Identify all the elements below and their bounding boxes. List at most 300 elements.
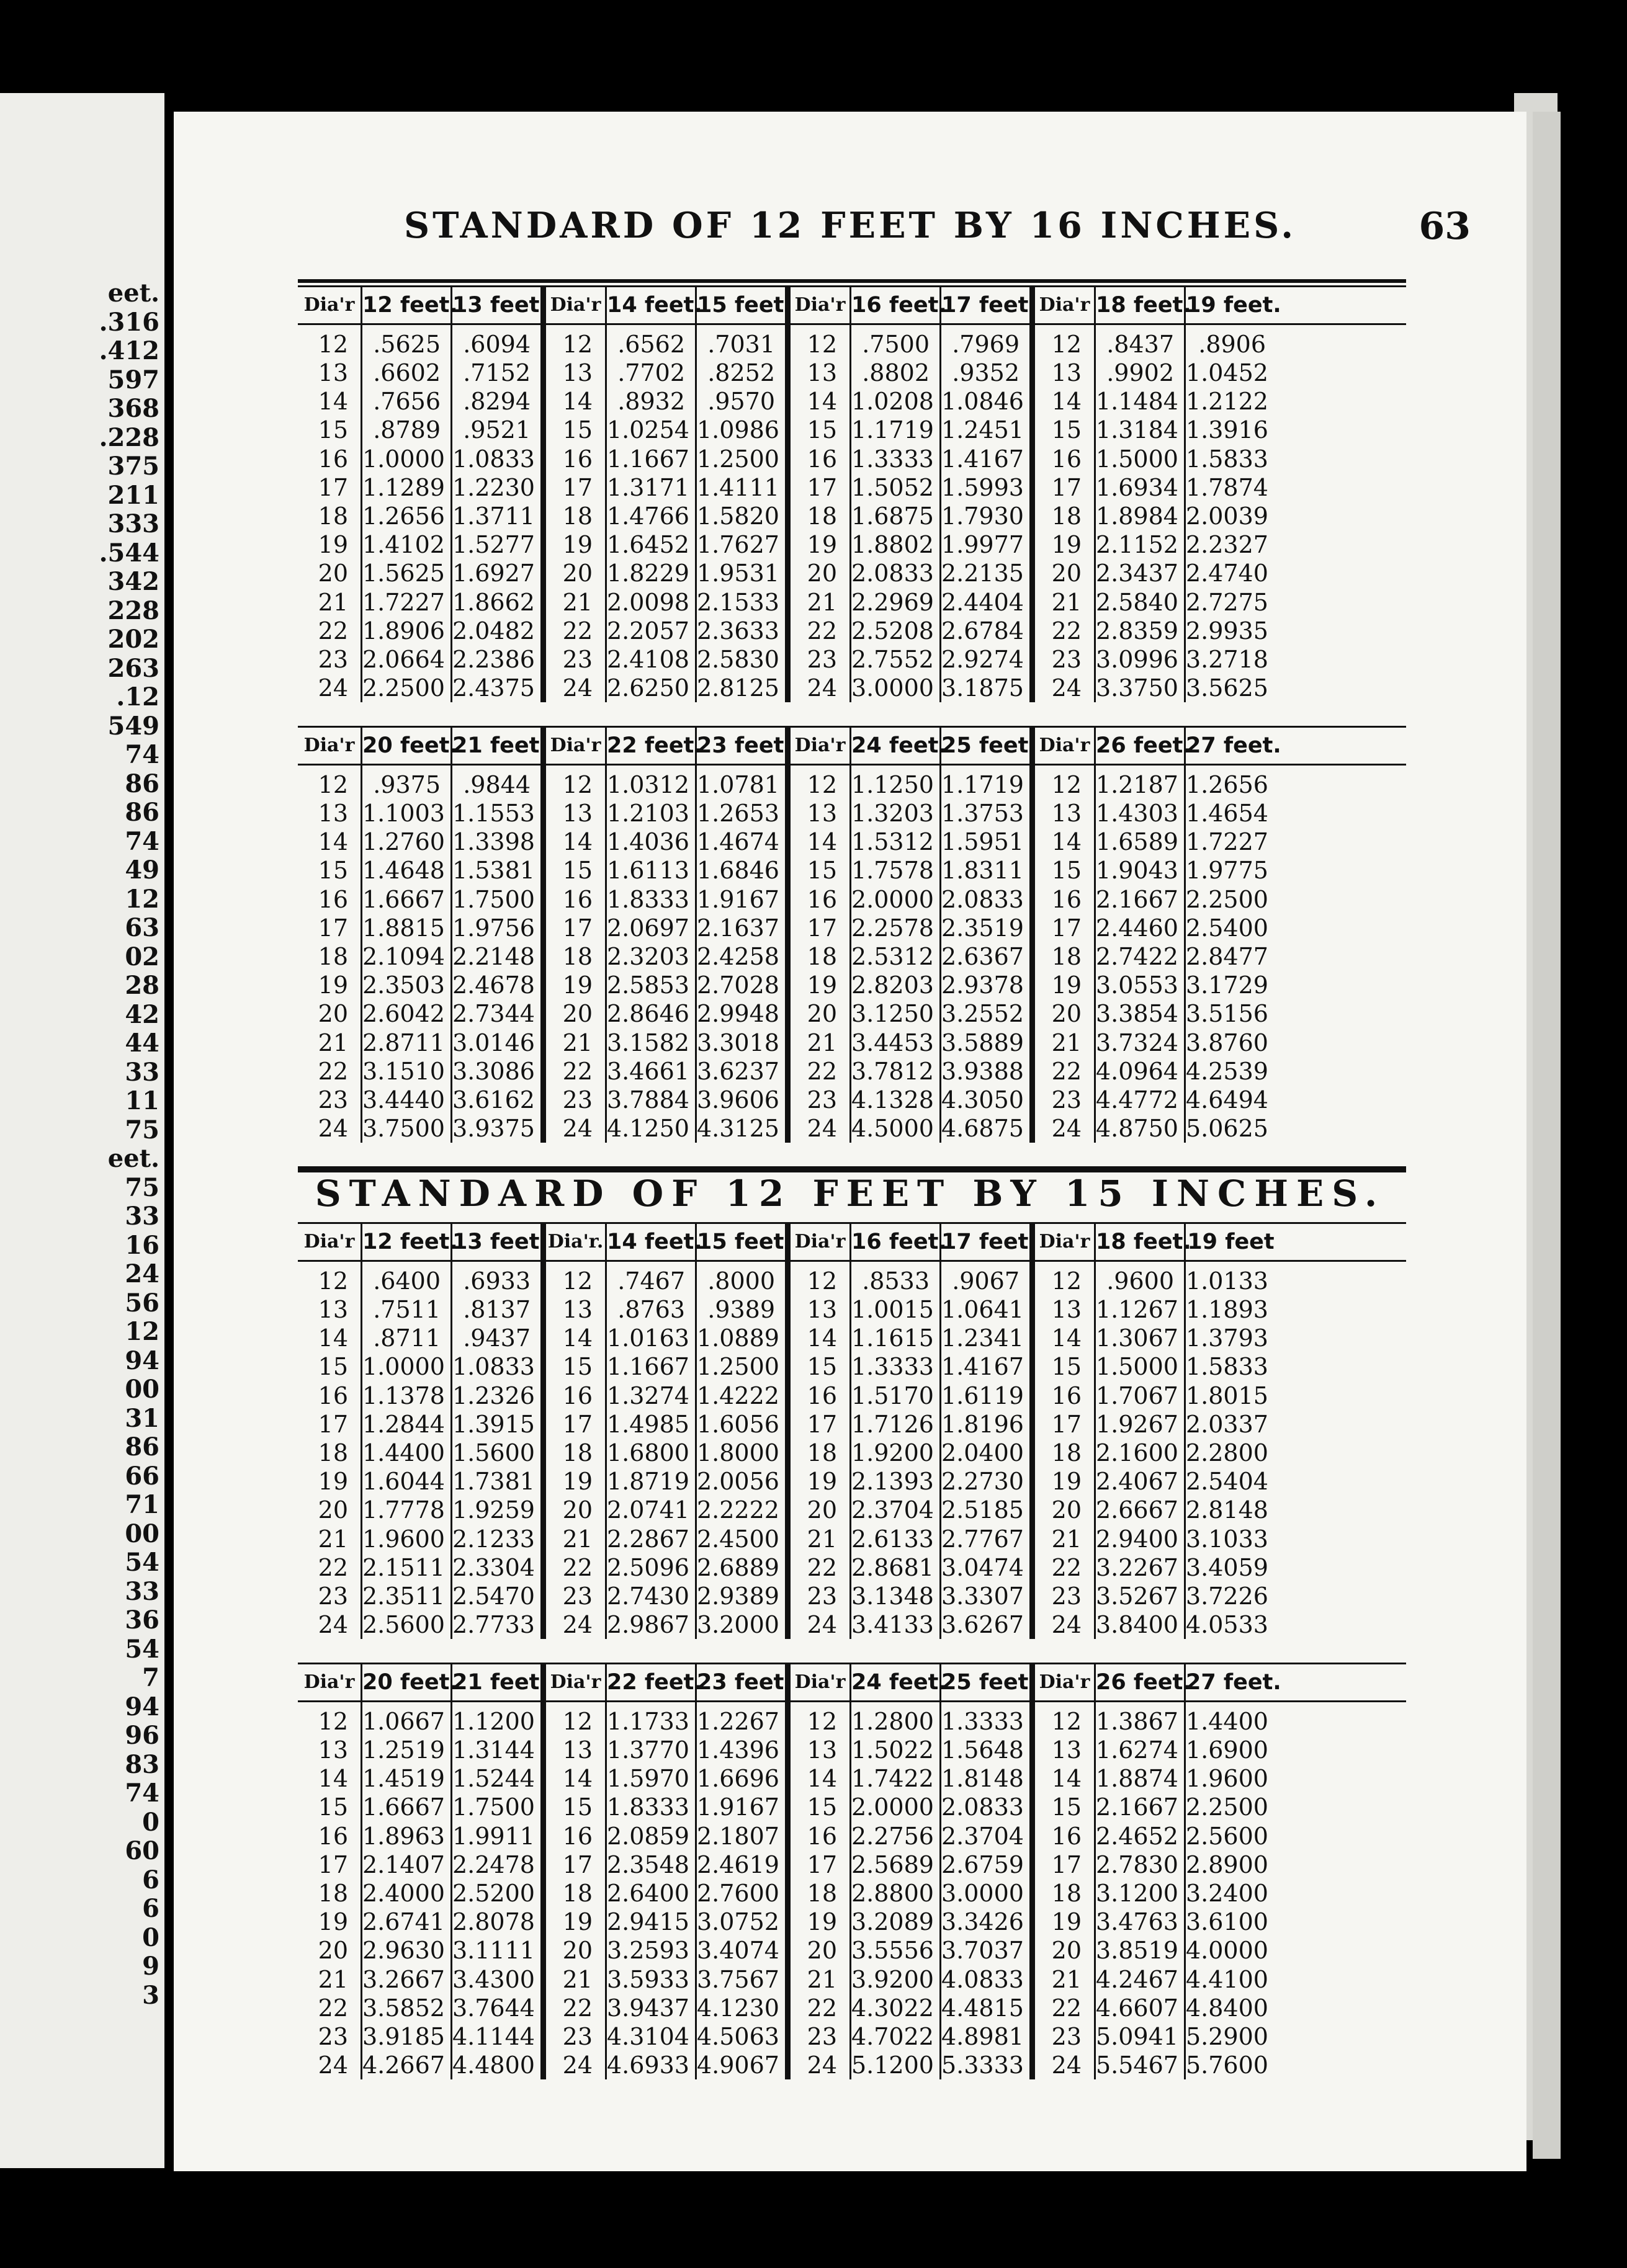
value-cell: .9067 xyxy=(941,1262,1031,1295)
value-cell: 4.4800 xyxy=(452,2051,542,2079)
value-cell: 3.9200 xyxy=(851,1965,941,1994)
length-header: 16 feet. xyxy=(851,287,941,323)
value-cell: 2.0400 xyxy=(941,1439,1031,1467)
left-page-fragment-line: 54 xyxy=(125,1634,159,1664)
value-cell: 2.2800 xyxy=(1186,1439,1268,1467)
value-cell: 1.7500 xyxy=(452,885,542,914)
value-cell: 3.3086 xyxy=(452,1057,542,1086)
value-cell: .7152 xyxy=(452,359,542,387)
value-cell: 1.4167 xyxy=(941,1352,1031,1381)
value-cell: 1.2122 xyxy=(1186,388,1268,416)
diameter-cell: 22 xyxy=(298,1553,362,1582)
value-cell: .7031 xyxy=(697,325,787,359)
diameter-header: Dia'r xyxy=(542,1664,607,1700)
table-row xyxy=(298,1086,1406,1114)
value-cell: 2.5208 xyxy=(851,617,941,645)
value-cell: 2.7830 xyxy=(1096,1851,1186,1879)
diameter-cell: 13 xyxy=(542,1295,607,1324)
value-cell: 1.3770 xyxy=(607,1736,697,1764)
value-cell: 3.2552 xyxy=(941,999,1031,1028)
page xyxy=(174,112,1526,2171)
value-cell: 1.5381 xyxy=(452,856,542,885)
diameter-cell: 13 xyxy=(298,799,362,828)
diameter-cell: 18 xyxy=(1031,942,1096,971)
value-cell: 3.2400 xyxy=(1186,1879,1268,1907)
left-page-fragment-line: eet. xyxy=(107,1144,159,1173)
left-page-fragment-line: 66 xyxy=(125,1461,159,1491)
diameter-cell: 16 xyxy=(787,1822,851,1851)
value-cell: 2.4678 xyxy=(452,971,542,999)
diameter-cell: 21 xyxy=(298,588,362,617)
left-page-fragment-line: 44 xyxy=(125,1029,159,1058)
value-cell: 2.9935 xyxy=(1186,617,1268,645)
left-page-fragment-line: 368 xyxy=(107,394,159,423)
value-cell: 1.9600 xyxy=(362,1525,452,1553)
table-panel xyxy=(298,1222,1406,1639)
value-cell: .8137 xyxy=(452,1295,542,1324)
value-cell: 2.0056 xyxy=(697,1467,787,1496)
value-cell: 2.7552 xyxy=(851,645,941,674)
value-cell: 2.4619 xyxy=(697,1851,787,1879)
value-cell: 2.3437 xyxy=(1096,559,1186,587)
value-cell: 3.2000 xyxy=(697,1610,787,1639)
left-page-fragment-line: 60 xyxy=(125,1836,159,1865)
diameter-cell: 22 xyxy=(542,1553,607,1582)
diameter-cell: 19 xyxy=(787,530,851,559)
diameter-cell: 24 xyxy=(298,2051,362,2079)
value-cell: 1.2230 xyxy=(452,473,542,502)
value-cell: 2.8203 xyxy=(851,971,941,999)
value-cell: .9352 xyxy=(941,359,1031,387)
table-row xyxy=(298,1114,1406,1143)
value-cell: 2.6042 xyxy=(362,999,452,1028)
table-row xyxy=(298,1029,1406,1057)
diameter-cell: 23 xyxy=(787,645,851,674)
diameter-cell: 22 xyxy=(1031,1057,1096,1086)
length-header: 21 feet. xyxy=(452,1664,542,1700)
value-cell: 2.9948 xyxy=(697,999,787,1028)
diameter-cell: 19 xyxy=(542,530,607,559)
diameter-cell: 18 xyxy=(542,502,607,530)
left-page-fragment-line: 12 xyxy=(125,884,159,914)
value-cell: 1.8229 xyxy=(607,559,697,587)
table-row xyxy=(298,359,1406,387)
diameter-cell: 24 xyxy=(787,1610,851,1639)
value-cell: 2.9378 xyxy=(941,971,1031,999)
value-cell: 2.0833 xyxy=(941,1793,1031,1821)
table-row xyxy=(298,416,1406,444)
diameter-cell: 16 xyxy=(1031,885,1096,914)
value-cell: 3.1033 xyxy=(1186,1525,1268,1553)
diameter-cell: 16 xyxy=(298,1822,362,1851)
diameter-cell: 12 xyxy=(542,325,607,359)
table-row xyxy=(298,445,1406,473)
diameter-cell: 24 xyxy=(787,2051,851,2079)
value-cell: 4.6875 xyxy=(941,1114,1031,1143)
value-cell: 1.3398 xyxy=(452,828,542,856)
diameter-cell: 18 xyxy=(298,502,362,530)
value-cell: .5625 xyxy=(362,325,452,359)
value-cell: 1.6274 xyxy=(1096,1736,1186,1764)
value-cell: .6562 xyxy=(607,325,697,359)
value-cell: 4.1144 xyxy=(452,2022,542,2051)
value-cell: 3.5267 xyxy=(1096,1582,1186,1610)
diameter-cell: 13 xyxy=(787,799,851,828)
diameter-cell: 22 xyxy=(1031,617,1096,645)
left-page-fragment-line: 86 xyxy=(125,769,159,798)
value-cell: 3.8760 xyxy=(1186,1029,1268,1056)
diameter-cell: 22 xyxy=(787,1057,851,1086)
value-cell: 2.3519 xyxy=(941,914,1031,942)
diameter-cell: 15 xyxy=(787,1793,851,1821)
value-cell: 1.0452 xyxy=(1186,359,1268,386)
diameter-cell: 20 xyxy=(542,559,607,587)
value-cell: 3.7884 xyxy=(607,1086,697,1114)
diameter-cell: 14 xyxy=(787,1764,851,1793)
value-cell: 2.7430 xyxy=(607,1582,697,1610)
table-row xyxy=(298,1262,1406,1295)
diameter-cell: 18 xyxy=(1031,1439,1096,1467)
length-header: 25 feet. xyxy=(941,728,1031,764)
diameter-cell: 12 xyxy=(542,1702,607,1736)
table-row xyxy=(298,914,1406,942)
value-cell: 3.6267 xyxy=(941,1610,1031,1639)
diameter-cell: 12 xyxy=(298,1702,362,1736)
length-header: 19 feet. xyxy=(1186,293,1281,318)
value-cell: 4.3022 xyxy=(851,1994,941,2022)
diameter-cell: 21 xyxy=(1031,1029,1096,1057)
value-cell: 2.2386 xyxy=(452,645,542,674)
diameter-cell: 23 xyxy=(542,645,607,674)
value-cell: 3.6100 xyxy=(1186,1908,1268,1936)
diameter-cell: 14 xyxy=(298,1764,362,1793)
value-cell: 2.4067 xyxy=(1096,1467,1186,1496)
value-cell: 2.7028 xyxy=(697,971,787,999)
value-cell: 3.5852 xyxy=(362,1994,452,2022)
value-cell: 1.2187 xyxy=(1096,766,1186,799)
value-cell: .7702 xyxy=(607,359,697,387)
value-cell: 1.6452 xyxy=(607,530,697,559)
value-cell: 1.7227 xyxy=(362,588,452,617)
diameter-cell: 16 xyxy=(1031,1822,1096,1851)
diameter-cell: 18 xyxy=(542,1439,607,1467)
value-cell: 1.3753 xyxy=(941,799,1031,828)
left-page xyxy=(0,93,164,2168)
value-cell: 1.4303 xyxy=(1096,799,1186,828)
value-cell: 1.5833 xyxy=(1186,445,1268,473)
value-cell: 1.9043 xyxy=(1096,856,1186,885)
diameter-cell: 15 xyxy=(298,856,362,885)
value-cell: 3.1582 xyxy=(607,1029,697,1057)
value-cell: 3.0000 xyxy=(941,1879,1031,1908)
value-cell: 3.2667 xyxy=(362,1965,452,1994)
diameter-cell: 14 xyxy=(787,1324,851,1352)
value-cell: 1.5625 xyxy=(362,559,452,587)
value-cell: 1.0986 xyxy=(697,416,787,444)
value-cell: 1.3274 xyxy=(607,1382,697,1410)
value-cell: 3.4763 xyxy=(1096,1908,1186,1936)
value-cell: 2.6400 xyxy=(607,1879,697,1908)
diameter-cell: 24 xyxy=(1031,674,1096,702)
value-cell: 4.8981 xyxy=(941,2022,1031,2051)
diameter-cell: 13 xyxy=(1031,799,1096,828)
value-cell: .8294 xyxy=(452,387,542,416)
diameter-cell: 16 xyxy=(542,1382,607,1410)
table-row xyxy=(298,999,1406,1028)
diameter-cell: 14 xyxy=(298,828,362,856)
value-cell: 1.9167 xyxy=(697,1793,787,1821)
value-cell: 3.5889 xyxy=(941,1029,1031,1057)
diameter-cell: 15 xyxy=(787,1352,851,1381)
value-cell: 1.3171 xyxy=(607,473,697,502)
value-cell: 1.1250 xyxy=(851,766,941,799)
value-cell: 4.4815 xyxy=(941,1994,1031,2022)
value-cell: 1.9775 xyxy=(1186,857,1268,885)
value-cell: 1.9911 xyxy=(452,1822,542,1851)
value-cell: 1.8015 xyxy=(1186,1382,1268,1409)
value-cell: 1.8311 xyxy=(941,856,1031,885)
diameter-cell: 22 xyxy=(298,1057,362,1086)
value-cell: 1.5022 xyxy=(851,1736,941,1764)
value-cell: 2.0337 xyxy=(1186,1410,1268,1438)
value-cell: 1.7627 xyxy=(697,530,787,559)
diameter-cell: 18 xyxy=(298,1439,362,1467)
diameter-cell: 15 xyxy=(298,416,362,444)
value-cell: 1.6934 xyxy=(1096,473,1186,502)
diameter-cell: 20 xyxy=(542,999,607,1028)
value-cell: 3.1875 xyxy=(941,674,1031,702)
value-cell: 1.3067 xyxy=(1096,1324,1186,1352)
diameter-cell: 22 xyxy=(1031,1553,1096,1582)
length-header: 14 feet. xyxy=(607,1224,697,1260)
left-page-fragment-line: eet. xyxy=(107,279,159,308)
diameter-cell: 14 xyxy=(542,1324,607,1352)
value-cell: 1.7422 xyxy=(851,1764,941,1793)
value-cell: 2.7767 xyxy=(941,1525,1031,1553)
diameter-cell: 24 xyxy=(542,2051,607,2079)
diameter-cell: 19 xyxy=(787,971,851,999)
value-cell: 1.1667 xyxy=(607,1352,697,1381)
table-row xyxy=(298,1439,1406,1467)
value-cell: 2.2756 xyxy=(851,1822,941,1851)
length-header: 12 feet. xyxy=(362,1224,452,1260)
diameter-cell: 22 xyxy=(787,1553,851,1582)
table-row xyxy=(298,2022,1406,2051)
diameter-cell: 20 xyxy=(298,1496,362,1524)
value-cell: 1.2656 xyxy=(362,502,452,530)
value-cell: 5.7600 xyxy=(1186,2051,1268,2079)
value-cell: 2.2969 xyxy=(851,588,941,617)
value-cell: 1.9600 xyxy=(1186,1765,1268,1793)
left-page-fragment-line: 86 xyxy=(125,798,159,827)
length-header: 25 feet. xyxy=(941,1664,1031,1700)
diameter-cell: 21 xyxy=(787,1965,851,1994)
table-row xyxy=(298,1467,1406,1496)
diameter-cell: 21 xyxy=(1031,1525,1096,1553)
diameter-cell: 13 xyxy=(298,1736,362,1764)
value-cell: 2.4258 xyxy=(697,942,787,971)
diameter-cell: 23 xyxy=(1031,2022,1096,2051)
diameter-cell: 19 xyxy=(298,530,362,559)
diameter-cell: 17 xyxy=(298,914,362,942)
table-row xyxy=(298,617,1406,645)
value-cell: 3.1250 xyxy=(851,999,941,1028)
diameter-cell: 18 xyxy=(542,1879,607,1908)
value-cell: 1.8984 xyxy=(1096,502,1186,530)
value-cell: 1.1289 xyxy=(362,473,452,502)
value-cell: 1.0208 xyxy=(851,387,941,416)
left-page-fragment-line: 375 xyxy=(107,452,159,481)
value-cell: 3.3018 xyxy=(697,1029,787,1057)
diameter-header: Dia'r xyxy=(542,287,607,323)
value-cell: .9437 xyxy=(452,1324,542,1352)
left-page-fragment-line: 94 xyxy=(125,1346,159,1375)
diameter-header: Dia'r xyxy=(298,1664,362,1700)
value-cell: 2.1152 xyxy=(1096,530,1186,559)
diameter-cell: 17 xyxy=(298,473,362,502)
diameter-cell: 14 xyxy=(787,828,851,856)
value-cell: 1.4400 xyxy=(362,1439,452,1467)
left-page-fragment-line: 549 xyxy=(107,711,159,741)
left-page-fragment-line: 83 xyxy=(125,1749,159,1779)
length-header: 24 feet. xyxy=(851,728,941,764)
diameter-header: Dia'r xyxy=(298,1224,362,1260)
diameter-cell: 13 xyxy=(787,1295,851,1324)
value-cell: 2.0833 xyxy=(941,885,1031,914)
table-row xyxy=(298,325,1406,359)
value-cell: 2.2135 xyxy=(941,559,1031,587)
left-page-fragment-line: 33 xyxy=(125,1576,159,1606)
value-cell: 5.5467 xyxy=(1096,2051,1186,2079)
value-cell: 4.0000 xyxy=(1186,1937,1268,1965)
value-cell: 1.2760 xyxy=(362,828,452,856)
length-header: 15 feet. xyxy=(697,287,787,323)
length-header: 18 feet. xyxy=(1096,1224,1186,1260)
diameter-cell: 19 xyxy=(542,971,607,999)
left-page-fragment-line: 42 xyxy=(125,999,159,1029)
diameter-cell: 19 xyxy=(1031,1467,1096,1496)
table-row xyxy=(298,645,1406,674)
table-row xyxy=(298,1965,1406,1994)
left-page-fragment-line: 36 xyxy=(125,1605,159,1635)
left-page-fragment-line: 71 xyxy=(125,1490,159,1519)
table-row xyxy=(298,530,1406,559)
value-cell: 1.1553 xyxy=(452,799,542,828)
diameter-cell: 12 xyxy=(542,766,607,799)
value-cell: 1.6589 xyxy=(1096,828,1186,856)
diameter-cell: 23 xyxy=(1031,1086,1096,1114)
value-cell: 2.5312 xyxy=(851,942,941,971)
value-cell: 3.7226 xyxy=(1186,1582,1268,1610)
length-header: 26 feet. xyxy=(1096,1664,1186,1700)
value-cell: 4.1250 xyxy=(607,1114,697,1143)
diameter-cell: 15 xyxy=(298,1793,362,1821)
diameter-cell: 24 xyxy=(1031,1610,1096,1639)
value-cell: 4.2539 xyxy=(1186,1057,1268,1085)
diameter-cell: 17 xyxy=(787,914,851,942)
value-cell: 1.4036 xyxy=(607,828,697,856)
value-cell: 3.1348 xyxy=(851,1582,941,1610)
diameter-cell: 23 xyxy=(787,1582,851,1610)
table-row xyxy=(298,473,1406,502)
value-cell: 2.0664 xyxy=(362,645,452,674)
value-cell: 2.6250 xyxy=(607,674,697,702)
diameter-cell: 21 xyxy=(542,1965,607,1994)
left-page-fragment-line: 228 xyxy=(107,596,159,625)
value-cell: 1.0846 xyxy=(941,387,1031,416)
diameter-cell: 14 xyxy=(1031,828,1096,856)
diameter-header: Dia'r xyxy=(1031,287,1096,323)
diameter-cell: 21 xyxy=(787,1525,851,1553)
left-page-fragment-line: .544 xyxy=(99,538,159,568)
value-cell: 1.1484 xyxy=(1096,387,1186,416)
value-cell: 1.6800 xyxy=(607,1439,697,1467)
diameter-cell: 21 xyxy=(298,1965,362,1994)
table-row xyxy=(298,1851,1406,1879)
value-cell: 1.5312 xyxy=(851,828,941,856)
value-cell: 2.1637 xyxy=(697,914,787,942)
value-cell: 2.2327 xyxy=(1186,531,1268,559)
diameter-header: Dia'r xyxy=(298,287,362,323)
diameter-cell: 23 xyxy=(298,1582,362,1610)
left-page-fragment-line: 0 xyxy=(142,1922,159,1952)
value-cell: 2.0000 xyxy=(851,885,941,914)
page-edge xyxy=(1533,112,1561,2159)
value-cell: 3.0474 xyxy=(941,1553,1031,1582)
value-cell: 2.7344 xyxy=(452,999,542,1028)
value-cell: 2.7733 xyxy=(452,1610,542,1639)
value-cell: 2.7422 xyxy=(1096,942,1186,971)
value-cell: 2.6133 xyxy=(851,1525,941,1553)
diameter-cell: 19 xyxy=(298,1908,362,1936)
value-cell: 1.6696 xyxy=(697,1764,787,1793)
left-page-fragment-line: 02 xyxy=(125,942,159,971)
value-cell: 1.5648 xyxy=(941,1736,1031,1764)
table-row xyxy=(298,1764,1406,1793)
value-cell: .8802 xyxy=(851,359,941,387)
diameter-cell: 17 xyxy=(787,473,851,502)
diameter-cell: 18 xyxy=(1031,1879,1096,1908)
diameter-cell: 16 xyxy=(542,885,607,914)
diameter-cell: 20 xyxy=(542,1936,607,1965)
value-cell: 1.2451 xyxy=(941,416,1031,444)
value-cell: 2.5689 xyxy=(851,1851,941,1879)
diameter-cell: 13 xyxy=(787,1736,851,1764)
diameter-cell: 18 xyxy=(787,1439,851,1467)
value-cell: 1.3144 xyxy=(452,1736,542,1764)
value-cell: 1.6900 xyxy=(1186,1736,1268,1764)
left-page-fragment-line: .228 xyxy=(99,422,159,452)
value-cell: 2.5853 xyxy=(607,971,697,999)
value-cell: 5.1200 xyxy=(851,2051,941,2079)
value-cell: 2.5096 xyxy=(607,1553,697,1582)
value-cell: 4.3104 xyxy=(607,2022,697,2051)
diameter-cell: 22 xyxy=(298,1994,362,2022)
value-cell: 2.9274 xyxy=(941,645,1031,674)
value-cell: 3.1200 xyxy=(1096,1879,1186,1908)
diameter-cell: 24 xyxy=(1031,1114,1096,1143)
value-cell: 1.3867 xyxy=(1096,1702,1186,1736)
value-cell: 1.9531 xyxy=(697,559,787,587)
value-cell: 2.4108 xyxy=(607,645,697,674)
diameter-cell: 16 xyxy=(787,1382,851,1410)
length-header: 17 feet. xyxy=(941,1224,1031,1260)
value-cell: 1.8719 xyxy=(607,1467,697,1496)
length-header: 26 feet. xyxy=(1096,728,1186,764)
value-cell: 2.9389 xyxy=(697,1582,787,1610)
table-row xyxy=(298,942,1406,971)
value-cell: 1.3333 xyxy=(851,1352,941,1381)
